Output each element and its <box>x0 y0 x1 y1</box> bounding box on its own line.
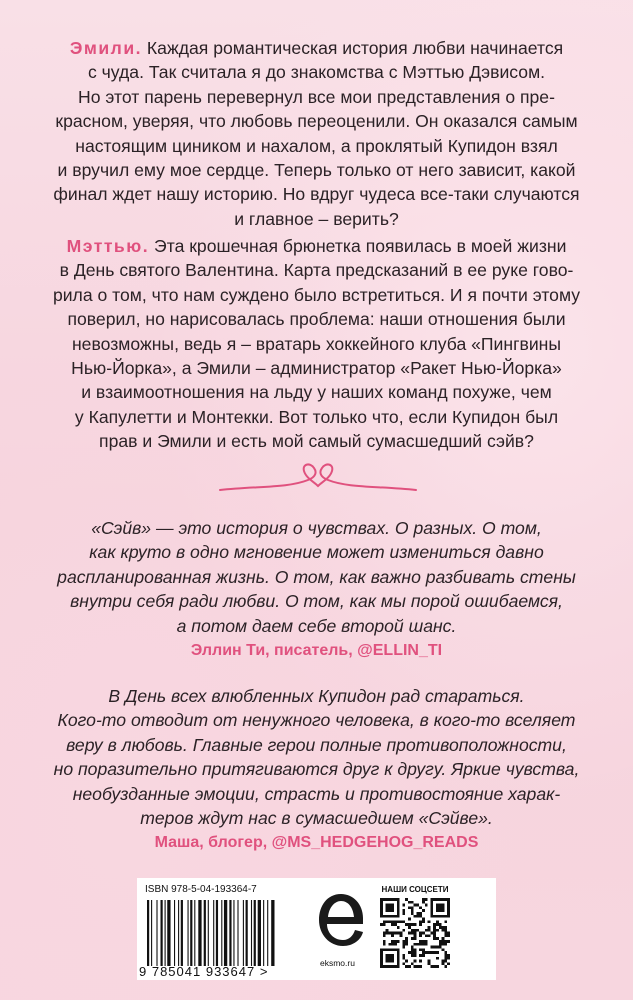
heart-divider-icon <box>218 452 418 500</box>
qr-module <box>391 920 394 923</box>
qr-module <box>422 909 425 912</box>
matthew-blurb <box>0 234 633 454</box>
isbn-number: ISBN 978-5-04-193364-7 <box>145 884 257 895</box>
qr-module <box>394 932 397 935</box>
qr-module <box>428 951 431 954</box>
review-line: внутри себя ради любви. О том, как мы порой ошибаемся, <box>70 591 563 612</box>
emily-line: и вручил ему мое сердце. Теперь только от него зависит, какой <box>57 160 576 181</box>
qr-module <box>419 948 422 951</box>
qr-module <box>386 904 394 912</box>
qr-module <box>425 951 428 954</box>
qr-module <box>442 937 445 940</box>
matthew-line: в День святого Валентина. Карта предсказаний в ее руке гово- <box>59 260 574 281</box>
qr-module <box>425 940 428 943</box>
qr-module <box>430 946 433 949</box>
review-line: Кого-то отводит от ненужного человека, в кого-то вселяет <box>57 710 576 731</box>
qr-module <box>408 918 411 921</box>
qr-module <box>414 951 417 954</box>
qr-module <box>391 934 394 937</box>
review-line: как круто в одно мгновение может измениться давно <box>89 542 544 563</box>
qr-module <box>414 904 417 907</box>
qr-module <box>422 918 425 921</box>
qr-module <box>422 948 425 951</box>
qr-module <box>436 929 439 932</box>
qr-module <box>447 940 450 943</box>
emily-line: и главное – верить? <box>234 208 399 229</box>
qr-module <box>442 926 445 929</box>
qr-module <box>402 929 405 932</box>
qr-module <box>411 962 414 965</box>
qr-module <box>414 948 417 951</box>
barcode-bar <box>151 900 152 966</box>
qr-module <box>383 920 386 923</box>
qr-module <box>402 954 405 957</box>
qr-module <box>405 965 408 968</box>
qr-module <box>391 940 394 943</box>
qr-module <box>411 948 414 951</box>
qr-module <box>436 951 439 954</box>
qr-module <box>383 923 386 926</box>
qr-module <box>411 951 414 954</box>
review-line: но поразительно притягиваются друг к другу. Яркие чувства, <box>53 759 580 780</box>
qr-module <box>436 937 439 940</box>
qr-module <box>408 951 411 954</box>
emily-speaker: Эмили. <box>69 38 143 58</box>
barcode-bar <box>267 900 268 966</box>
qr-module <box>386 932 389 935</box>
barcode-bar <box>198 900 201 966</box>
qr-module <box>414 915 417 918</box>
qr-module <box>444 954 447 957</box>
qr-module <box>416 904 419 907</box>
qr-module <box>416 943 419 946</box>
qr-module <box>414 937 417 940</box>
qr-module <box>436 946 439 949</box>
emily-line: красном, уверяя, что любовь переоценили. Он оказался самым <box>55 111 578 132</box>
qr-module <box>397 940 400 943</box>
qr-module <box>408 965 411 968</box>
qr-module <box>402 957 405 960</box>
review-line: теров ждут нас в сумасшедшем «Сэйве». <box>140 808 493 829</box>
qr-module <box>391 943 394 946</box>
barcode-bar <box>165 900 166 966</box>
qr-module <box>442 960 445 963</box>
qr-module <box>444 920 447 923</box>
qr-module <box>444 932 447 935</box>
barcode-bar <box>213 900 214 966</box>
barcode-bar <box>263 900 264 966</box>
qr-module <box>428 960 431 963</box>
qr-module <box>422 932 425 935</box>
qr-module <box>419 932 422 935</box>
barcode-bar <box>167 900 170 966</box>
barcode-bar <box>224 900 227 966</box>
qr-module <box>414 929 417 932</box>
barcode-bar <box>216 900 218 966</box>
qr-module <box>405 940 408 943</box>
qr-module <box>444 943 447 946</box>
qr-module <box>416 929 419 932</box>
barcode-bar <box>178 900 179 966</box>
matthew-line: поверил, но нарисовалась проблема: наши отношения были <box>67 309 566 330</box>
qr-module <box>388 920 391 923</box>
qr-module <box>397 932 400 935</box>
qr-module <box>380 923 383 926</box>
review-line: В День всех влюбленных Купидон рад стараться. <box>108 686 525 706</box>
qr-module <box>419 960 422 963</box>
qr-module <box>439 926 442 929</box>
barcode-bar <box>254 900 256 966</box>
qr-module <box>411 929 414 932</box>
barcode-bar <box>208 900 209 966</box>
qr-module <box>436 920 439 923</box>
review-author: Эллин Ти, писатель, @ELLIN_TI <box>190 642 443 660</box>
qr-module <box>414 954 417 957</box>
barcode-bar <box>233 900 234 966</box>
qr-module <box>436 923 439 926</box>
review-ellin <box>0 516 633 660</box>
qr-module <box>442 943 445 946</box>
qr-module <box>416 912 419 915</box>
review-line: распланированная жизнь. О том, как важно разбивать стены <box>57 566 576 587</box>
qr-module <box>447 932 450 935</box>
qr-module <box>408 932 411 935</box>
qr-module <box>411 932 414 935</box>
review-line: а потом даем себе второй шанс. <box>176 615 457 636</box>
qr-module <box>428 926 431 929</box>
barcode-bar <box>258 900 261 966</box>
qr-module <box>422 920 425 923</box>
qr-module <box>408 923 411 926</box>
qr-module <box>394 943 397 946</box>
qr-module <box>402 912 405 915</box>
barcode-bar <box>251 900 252 966</box>
emily-line: с чуда. Так считала я до знакомства с Мэттью Дэвисом. <box>87 62 546 83</box>
qr-module <box>419 943 422 946</box>
qr-module <box>433 937 436 940</box>
emily-line: настоящим циником и нахалом, а проклятый Купидон взял <box>75 135 558 156</box>
qr-module <box>447 934 450 937</box>
eksmo-logo-icon <box>315 890 367 950</box>
publisher-site: eksmo.ru <box>320 958 355 968</box>
qr-code-icon[interactable] <box>380 898 450 968</box>
qr-module <box>436 957 439 960</box>
qr-module <box>414 934 417 937</box>
qr-module <box>436 965 439 968</box>
qr-module <box>419 934 422 937</box>
qr-module <box>422 898 425 901</box>
qr-module <box>447 954 450 957</box>
qr-module <box>436 904 444 912</box>
qr-module <box>442 962 445 965</box>
qr-module <box>414 923 417 926</box>
review-line: необузданные эмоции, страсть и противостояние харак- <box>72 783 561 804</box>
qr-module <box>411 909 414 912</box>
qr-module <box>433 926 436 929</box>
qr-module <box>419 915 422 918</box>
qr-module <box>433 932 436 935</box>
matthew-line: рила о том, что нам суждено было встретиться. И я почти этому <box>52 284 581 305</box>
qr-module <box>419 954 422 957</box>
barcode-bar <box>243 900 244 966</box>
barcode-bar <box>221 900 222 966</box>
qr-module <box>402 943 405 946</box>
qr-module <box>447 962 450 965</box>
qr-module <box>422 954 425 957</box>
barcode-bar <box>271 900 274 966</box>
qr-module <box>433 951 436 954</box>
qr-module <box>439 946 442 949</box>
qr-module <box>433 929 436 932</box>
barcode-digits: 9 785041 933647 > <box>139 964 269 979</box>
qr-module <box>425 934 428 937</box>
qr-module <box>405 898 408 901</box>
qr-module <box>405 937 408 940</box>
qr-module <box>428 929 431 932</box>
qr-module <box>391 923 394 926</box>
matthew-line: Нью-Йорка», а Эмили – администратор «Ракет Нью-Йорка» <box>71 358 562 379</box>
qr-module <box>405 943 408 946</box>
barcode-bar <box>204 900 206 966</box>
qr-module <box>444 965 447 968</box>
qr-module <box>386 929 389 932</box>
matthew-line: прав и Эмили и есть мой самый сумасшедший сэйв? <box>99 431 534 452</box>
matthew-speaker: Мэттью. <box>66 236 150 256</box>
qr-module <box>386 954 394 962</box>
qr-module <box>414 932 417 935</box>
review-line: «Сэйв» — это история о чувствах. О разных. О том, <box>91 518 542 538</box>
qr-module <box>408 926 411 929</box>
qr-module <box>442 940 445 943</box>
qr-module <box>433 946 436 949</box>
qr-module <box>430 932 433 935</box>
qr-module <box>400 932 403 935</box>
qr-module <box>394 940 397 943</box>
qr-module <box>422 943 425 946</box>
qr-module <box>388 943 391 946</box>
qr-module <box>444 940 447 943</box>
barcode-bar <box>190 900 192 966</box>
barcode-bar <box>181 900 183 966</box>
qr-module <box>425 929 428 932</box>
qr-module <box>400 934 403 937</box>
emily-line: финал ждет нашу историю. Но вдруг чудеса все-таки случаются <box>53 184 580 205</box>
qr-module <box>425 898 428 901</box>
qr-module <box>419 912 422 915</box>
qr-module <box>419 965 422 968</box>
qr-module <box>411 937 414 940</box>
emily-blurb <box>0 36 633 231</box>
emily-line: Но этот парень перевернул все мои представления о пре- <box>78 86 555 107</box>
qr-module <box>428 962 431 965</box>
qr-module <box>402 962 405 965</box>
qr-module <box>391 932 394 935</box>
qr-module <box>439 940 442 943</box>
qr-module <box>433 923 436 926</box>
qr-module <box>442 929 445 932</box>
qr-module <box>414 960 417 963</box>
barcode-bar <box>188 900 189 966</box>
qr-module <box>447 957 450 960</box>
qr-module <box>411 946 414 949</box>
qr-module <box>444 934 447 937</box>
barcode-bar <box>156 900 157 966</box>
qr-module <box>402 909 405 912</box>
barcode-bar <box>194 900 195 966</box>
qr-module <box>433 934 436 937</box>
qr-module <box>428 934 431 937</box>
barcode-bar <box>246 900 248 966</box>
qr-module <box>416 965 419 968</box>
qr-module <box>411 901 414 904</box>
emily-line: Каждая романтическая история любви начинается <box>142 38 564 58</box>
qr-module <box>444 951 447 954</box>
review-line: веру в любовь. Главные герои полные противоположности, <box>66 734 567 755</box>
review-masha <box>0 684 633 852</box>
qr-module <box>419 906 422 909</box>
qr-module <box>394 920 397 923</box>
qr-module <box>422 940 425 943</box>
qr-module <box>419 940 422 943</box>
review-author: Маша, блогер, @MS_HEDGEHOG_READS <box>154 834 479 852</box>
qr-module <box>405 960 408 963</box>
qr-module <box>408 906 411 909</box>
matthew-line: невозможны, ведь я – вратарь хоккейного клуба «Пингвины <box>71 333 562 354</box>
qr-module <box>408 901 411 904</box>
qr-module <box>430 951 433 954</box>
qr-module <box>411 912 414 915</box>
barcode-bar <box>147 900 149 966</box>
matthew-line: и взаимоотношения на льду у наших команд похуже, чем <box>81 382 552 403</box>
qr-module <box>402 920 405 923</box>
qr-label: НАШИ СОЦСЕТИ <box>381 885 449 894</box>
matthew-line: Эта крошечная брюнетка появилась в моей жизни <box>149 236 567 256</box>
qr-module <box>397 926 400 929</box>
qr-module <box>388 932 391 935</box>
qr-module <box>442 948 445 951</box>
qr-module <box>444 926 447 929</box>
qr-module <box>411 954 414 957</box>
barcode-bar <box>237 900 238 966</box>
isbn-panel <box>137 878 496 980</box>
qr-module <box>422 951 425 954</box>
qr-module <box>439 943 442 946</box>
qr-module <box>422 901 425 904</box>
qr-module <box>411 923 414 926</box>
qr-module <box>397 920 400 923</box>
qr-module <box>383 943 386 946</box>
qr-module <box>425 943 428 946</box>
qr-module <box>394 923 397 926</box>
qr-module <box>444 929 447 932</box>
barcode-bar <box>161 900 163 966</box>
qr-module <box>386 920 389 923</box>
qr-module <box>400 920 403 923</box>
qr-module <box>428 920 431 923</box>
qr-module <box>416 915 419 918</box>
qr-module <box>411 906 414 909</box>
qr-module <box>383 940 386 943</box>
qr-module <box>430 965 433 968</box>
qr-module <box>433 965 436 968</box>
qr-module <box>383 934 386 937</box>
barcode-icon <box>145 900 315 966</box>
barcode-bar <box>174 900 175 966</box>
barcode-bar <box>229 900 231 966</box>
qr-module <box>402 904 405 907</box>
qr-module <box>444 957 447 960</box>
qr-module <box>439 923 442 926</box>
qr-module <box>402 940 405 943</box>
qr-module <box>419 920 422 923</box>
qr-module <box>414 943 417 946</box>
qr-module <box>383 932 386 935</box>
qr-module <box>425 904 428 907</box>
qr-module <box>419 923 422 926</box>
qr-module <box>444 960 447 963</box>
qr-module <box>414 965 417 968</box>
qr-module <box>402 946 405 949</box>
qr-module <box>405 923 408 926</box>
matthew-line: у Капулетти и Монтекки. Вот только что, если Купидон был <box>74 406 559 427</box>
